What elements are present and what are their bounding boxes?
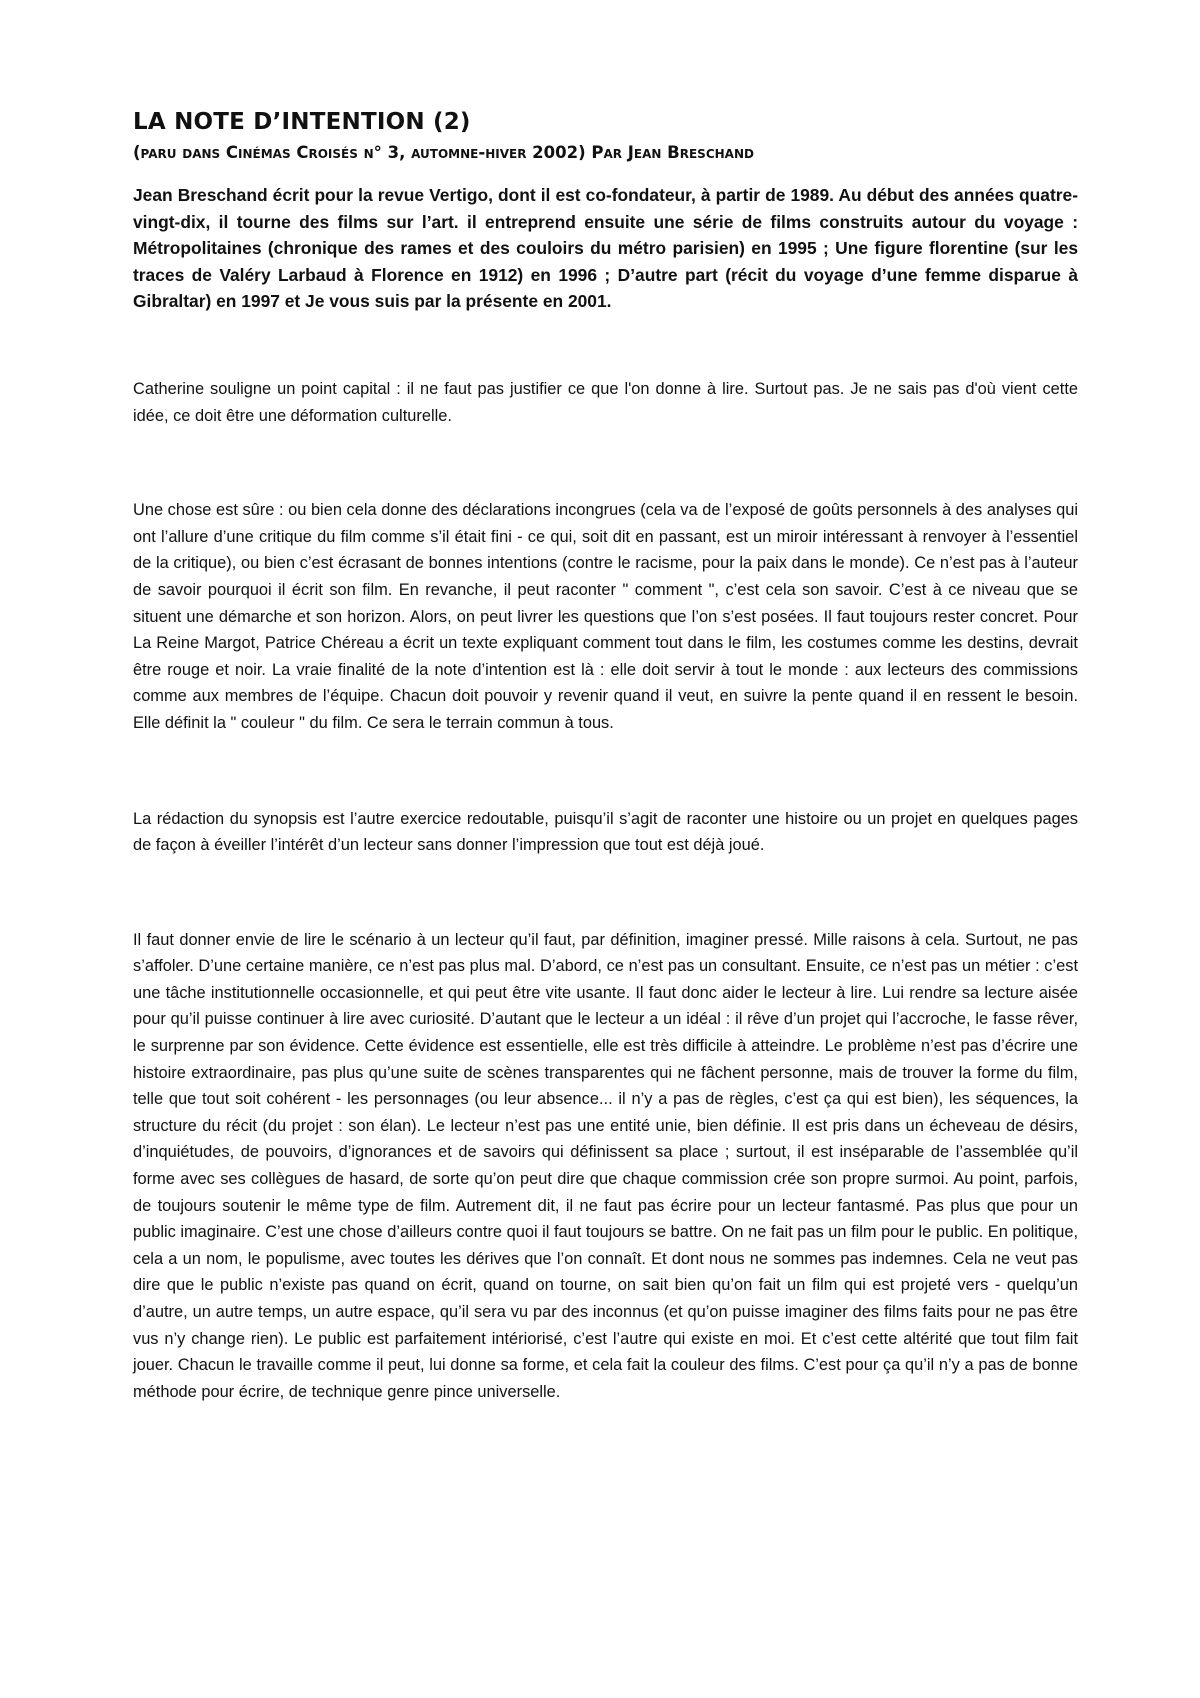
author-intro: Jean Breschand écrit pour la revue Vertigo, dont il est co-fondateur, à partir de 1989. Au début des années quatre-vingt-dix, il tourne des films sur l’art. il entreprend ensuite une série de films construits autour du voyage : Métropolitaines (chronique des rames et des couloirs du métro parisien) en 1995 ; Une figure florentine (sur les traces de Valéry Larbaud à Florence en 1912) en 1996 ; D’autre part (récit du voyage d’une femme disparue à Gibraltar) en 1997 et Je vous suis par la présente en 2001. bbox=[133, 185, 1078, 312]
paragraph-1: Catherine souligne un point capital : il ne faut pas justifier ce que l'on donne à lire. Surtout pas. Je ne sais pas d'où vient cette idée, ce doit être une déformation culturelle. bbox=[133, 379, 1078, 425]
paragraph-4: Il faut donner envie de lire le scénario à un lecteur qu’il faut, par définition, imaginer pressé. Mille raisons à cela. Surtout, ne pas s’affoler. D’une certaine manière, ce n’est pas plus mal. D’abord, ce n’est pas un consultant. Ensuite, ce n’est pas un métier : c’est une tâche institutionnelle occasionnelle, et qui peut être vite usante. Il faut donc aider le lecteur à lire. Lui rendre sa lecture aisée pour qu’il puisse continuer à lire avec curiosité. D’autant que le lecteur a un idéal : il rêve d’un projet qui l’accroche, le fasse rêver, le surprenne par son évidence. Cette évidence est essentielle, elle est très difficile à atteindre. Le problème n’est pas d’écrire une histoire extraordinaire, pas plus qu’une suite de scènes transparentes qui ne fâchent personne, mais de trouver la forme du film, telle que tout soit cohérent - les personnages (ou leur absence... il n’y a pas de règles, c’est ça qui est bien), les séquences, la structure du récit (du projet : son élan). Le lecteur n’est pas une entité unie, bien définie. Il est pris dans un écheveau de désirs, d’inquiétudes, de pouvoirs, d’ignorances et de savoirs qui définissent sa place ; surtout, il est inséparable de l’assemblée qu’il forme avec ses collègues de hasard, de sorte qu’on peut dire que chaque commission crée son propre surmoi. Au point, parfois, de toujours soutenir le même type de film. Autrement dit, il ne faut pas écrire pour un lecteur fantasmé. Pas plus que pour un public imaginaire. C’est une chose d’ailleurs contre quoi il faut toujours se battre. On ne fait pas un film pour le public. En politique, cela a un nom, le populisme, avec toutes les dérives que l’on connaît. Et dont nous ne sommes pas indemnes. Cela ne veut pas dire que le public n’existe pas quand on écrit, quand on tourne, on sait bien qu’on fait un film qui est projeté vers - quelqu’un d’autre, un autre temps, un autre espace, qu’il sera vu par des inconnus (et qu’on puisse imaginer des films faits pour ne pas être vus n’y change rien). Le public est parfaitement intériorisé, c’est l’autre qui existe en moi. Et c’est cette altérité que tout film fait jouer. Chacun le travaille comme il peut, lui donne sa forme, et cela fait la couleur des films. C’est pour ça qu’il n’y a pas de bonne méthode pour écrire, de technique genre pince universelle. bbox=[133, 930, 1078, 1401]
paragraph-3: La rédaction du synopsis est l’autre exercice redoutable, puisqu’il s’agit de raconter une histoire ou un projet en quelques pages de façon à éveiller l’intérêt d’un lecteur sans donner l’impression que tout est déjà joué. bbox=[133, 809, 1078, 855]
document-subtitle: (paru dans Cinémas Croisés n° 3, automne-hiver 2002) Par Jean Breschand bbox=[133, 143, 754, 162]
paragraph-2: Une chose est sûre : ou bien cela donne des déclarations incongrues (cela va de l’exposé de goûts personnels à des analyses qui ont l’allure d’une critique du film comme s’il était fini - ce qui, soit dit en passant, est un miroir intéressant à renvoyer à l’essentiel de la critique), ou bien c’est écrasant de bonnes intentions (contre le racisme, pour la paix dans le monde). Ce n’est pas à l’auteur de savoir pourquoi il écrit son film. En revanche, il peut raconter " comment ", c’est cela son savoir. C’est à ce niveau que se situent une démarche et son horizon. Alors, on peut livrer les questions que l’on s’est posées. Il faut toujours rester concret. Pour La Reine Margot, Patrice Chéreau a écrit un texte expliquant comment tout dans le film, les costumes comme les destins, devrait être rouge et noir. La vraie finalité de la note d’intention est là : elle doit servir à tout le monde : aux lecteurs des commissions comme aux membres de l’équipe. Chacun doit pouvoir y revenir quand il veut, en suivre la pente quand il en ressent le besoin. Elle définit la " couleur " du film. Ce sera le terrain commun à tous. bbox=[133, 501, 1078, 732]
document-title: LA NOTE D’INTENTION (2) bbox=[133, 109, 471, 135]
document-page bbox=[133, 108, 1078, 1405]
